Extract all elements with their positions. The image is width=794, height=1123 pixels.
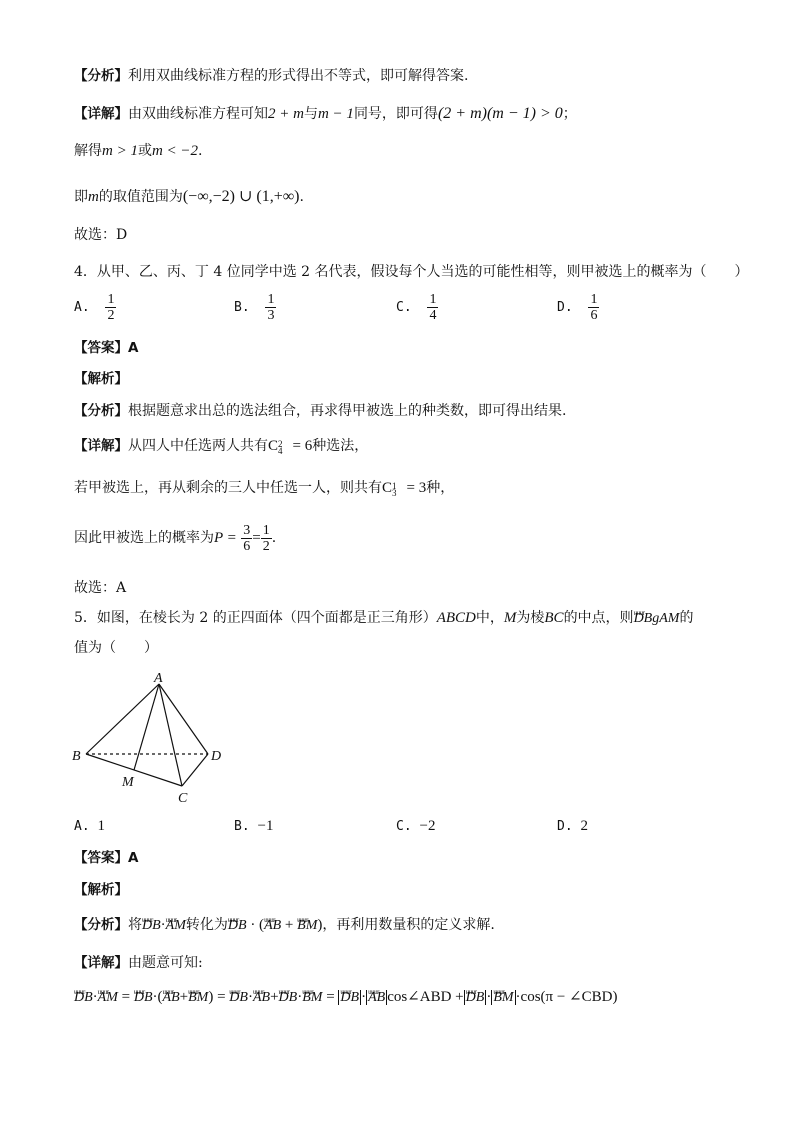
vector-ab: uuur AB	[264, 918, 281, 933]
text: 将	[128, 917, 142, 933]
edge-am	[134, 684, 159, 770]
q4-line3	[74, 522, 276, 554]
detail-tag: 【详解】	[74, 106, 128, 122]
math-expr: m − 1	[317, 106, 354, 122]
q4-solution-tag: 【解析】	[74, 371, 128, 387]
math-range: (−∞,−2) ∪ (1,+∞)	[182, 188, 300, 205]
denominator: 6	[590, 308, 598, 323]
detail-text: 从四人中任选两人共有	[128, 438, 268, 454]
fraction-3-6	[241, 523, 252, 554]
q3-range	[74, 187, 304, 207]
option-letter: B.	[234, 819, 250, 834]
numerator: 1	[107, 292, 115, 307]
q3-analysis	[74, 66, 468, 86]
denominator: 4	[429, 308, 437, 323]
vector: uuur BM	[188, 990, 208, 1005]
q4-answer: 【答案】A	[74, 340, 139, 356]
tetrahedron-figure	[68, 668, 238, 808]
q3-detail	[74, 104, 577, 124]
detail-text: 由题意可知:	[128, 955, 203, 971]
vector: uuur AB	[253, 990, 270, 1005]
numerator: 1	[590, 292, 598, 307]
text: 或	[137, 143, 152, 159]
label-a: A	[154, 671, 163, 686]
numerator: 3	[243, 522, 251, 538]
label-c: C	[178, 791, 188, 806]
text: 转化为	[185, 917, 228, 933]
cos-term: cos∠ABD +	[387, 989, 464, 1005]
denominator: 6	[243, 538, 251, 554]
text: 因此甲被选上的概率为	[74, 530, 214, 546]
detail-text: 同号，即可得	[353, 106, 438, 122]
inequality: (2 + m)(m − 1) > 0	[437, 105, 563, 122]
vector-expr: uuur DBgAM	[634, 611, 680, 626]
vector: uuur DB	[134, 990, 153, 1005]
option-value: 2	[580, 818, 588, 834]
math-expr: 2 + m	[268, 106, 304, 122]
label-m: M	[122, 775, 134, 790]
text: ，再利用数量积的定义求解.	[322, 917, 495, 933]
denominator: 2	[107, 308, 115, 323]
vector-db: uuur DB	[228, 918, 247, 933]
text: 种，	[426, 480, 455, 496]
q4-option-a	[74, 292, 116, 323]
vector: uuur DB	[340, 990, 359, 1005]
edge-bc	[86, 754, 182, 786]
combo-sup: 2	[278, 439, 283, 449]
q5-answer: 【答案】A	[74, 850, 139, 866]
option-letter: C.	[396, 300, 412, 315]
combo-value: = 6	[292, 438, 313, 454]
cos-term: cos(π − ∠CBD)	[520, 989, 618, 1005]
combo-sub: 3	[392, 488, 397, 498]
dot: ·	[160, 917, 166, 933]
detail-text: 与	[303, 106, 318, 122]
text: 解得	[74, 143, 102, 159]
equals: =	[252, 530, 261, 546]
label-d: D	[211, 749, 222, 764]
text: 即	[74, 189, 88, 205]
vector: uuur DB	[229, 990, 248, 1005]
analysis-tag: 【分析】	[74, 403, 128, 419]
q4-stem: 4．从甲、乙、丙、丁 4 位同学中选 2 名代表，假设每个人当选的可能性相等，则甲被选上的概率为（ ）	[74, 264, 749, 280]
q5-detail	[74, 953, 203, 973]
option-fraction	[588, 292, 599, 323]
q5-stem	[74, 608, 693, 629]
math-var: ABCD	[436, 610, 476, 626]
q5-option-d	[557, 818, 588, 835]
numerator: 1	[429, 292, 437, 307]
vector-am: uuur AM	[166, 918, 186, 933]
combo-value: = 3	[406, 480, 427, 496]
analysis-text: 利用双曲线标准方程的形式得出不等式，即可解得答案.	[128, 68, 469, 84]
vector: uuur BM	[302, 990, 322, 1005]
q4-option-b	[234, 292, 276, 323]
label-b: B	[72, 749, 81, 764]
q5-analysis: 【分析】将uuur DB·uuur AM转化为uuur DB · (uuur AB + uuur BM)，再利用数量积的定义求解.	[74, 915, 495, 936]
analysis-text: 根据题意求出总的选法组合，再求得甲被选上的种类数，即可得出结果.	[128, 403, 567, 419]
vector: uuur AB	[368, 990, 385, 1005]
edge-cd	[182, 754, 208, 786]
option-letter: C.	[396, 819, 412, 834]
q5-option-b	[234, 818, 273, 835]
option-fraction	[105, 292, 116, 323]
denominator: 2	[262, 538, 270, 554]
detail-text: 由双曲线标准方程可知	[128, 106, 268, 122]
text: 种选法，	[312, 438, 369, 454]
detail-tag: 【详解】	[74, 438, 128, 454]
math-var: M	[503, 610, 517, 626]
edge-ac	[159, 684, 182, 786]
vector-bm: uuur BM	[297, 918, 317, 933]
q4-option-d	[557, 292, 599, 323]
q4-choice: 故选：A	[74, 580, 127, 596]
option-value: 1	[97, 818, 105, 834]
q3-solve	[74, 141, 203, 161]
math-expr: m < −2	[151, 143, 199, 159]
vector: uuur BM	[493, 990, 513, 1005]
punct: .	[271, 530, 277, 546]
option-letter: A.	[74, 819, 90, 834]
text: 为棱	[516, 610, 545, 626]
vector: uuur DB	[466, 990, 485, 1005]
text: 若甲被选上，再从剩余的三人中任选一人，则共有	[74, 480, 382, 496]
option-fraction	[265, 292, 276, 323]
q4-option-c	[396, 292, 438, 323]
option-fraction	[427, 292, 438, 323]
analysis-tag: 【分析】	[74, 68, 128, 84]
q4-analysis	[74, 401, 566, 421]
detail-tag: 【详解】	[74, 955, 128, 971]
q5-option-c	[396, 818, 435, 835]
option-value: −2	[419, 818, 436, 834]
option-letter: D.	[557, 300, 573, 315]
analysis-tag: 【分析】	[74, 917, 128, 933]
option-letter: A.	[74, 300, 90, 315]
q5-solution-tag: 【解析】	[74, 882, 128, 898]
q4-detail	[74, 436, 368, 461]
combination	[382, 480, 397, 496]
math-var: BC	[544, 610, 564, 626]
combo-symbol: C	[268, 438, 279, 454]
combo-sup: 1	[392, 481, 397, 491]
vector: uuur AM	[98, 990, 118, 1005]
fraction-1-2	[261, 523, 272, 554]
punct: .	[198, 143, 203, 159]
q5-final-equation: uuur DB·uuur AM = uuur DB·(uuur AB+uuur BM) = uuur DB·uuur AB+uuur DB·uuur BM = uuur DB ·uuur AB cos∠ABD +uuur DB ·uuur BM ·cos(π − ∠CBD)	[74, 987, 617, 1008]
q3-choice: 故选：D	[74, 227, 128, 243]
text: 的	[679, 610, 694, 626]
math-p: P =	[214, 530, 237, 546]
vector: uuur DB	[279, 990, 298, 1005]
combo-symbol: C	[382, 480, 393, 496]
numerator: 1	[267, 292, 275, 307]
combo-sub: 4	[278, 446, 283, 456]
vector: uuur AB	[163, 990, 180, 1005]
option-letter: D.	[557, 819, 573, 834]
vector-db: uuur DB	[142, 918, 161, 933]
denominator: 3	[267, 308, 275, 323]
math-var: m	[88, 189, 99, 205]
text: 中，	[475, 610, 504, 626]
edge-ab	[86, 684, 159, 754]
q5-stem-line2: 值为（ ）	[74, 640, 158, 656]
q4-line2	[74, 478, 454, 503]
numerator: 1	[262, 522, 270, 538]
option-letter: B.	[234, 300, 250, 315]
text: 的取值范围为	[98, 189, 183, 205]
text: 的中点，则	[563, 610, 634, 626]
vector: uuur DB	[74, 990, 93, 1005]
q5-option-a	[74, 818, 105, 835]
punct: .	[299, 189, 304, 205]
combination	[268, 438, 283, 454]
math-expr: m > 1	[102, 143, 138, 159]
punct: ；	[562, 106, 577, 122]
text: 5．如图，在棱长为 2 的正四面体（四个面都是正三角形）	[74, 610, 437, 626]
option-value: −1	[257, 818, 274, 834]
